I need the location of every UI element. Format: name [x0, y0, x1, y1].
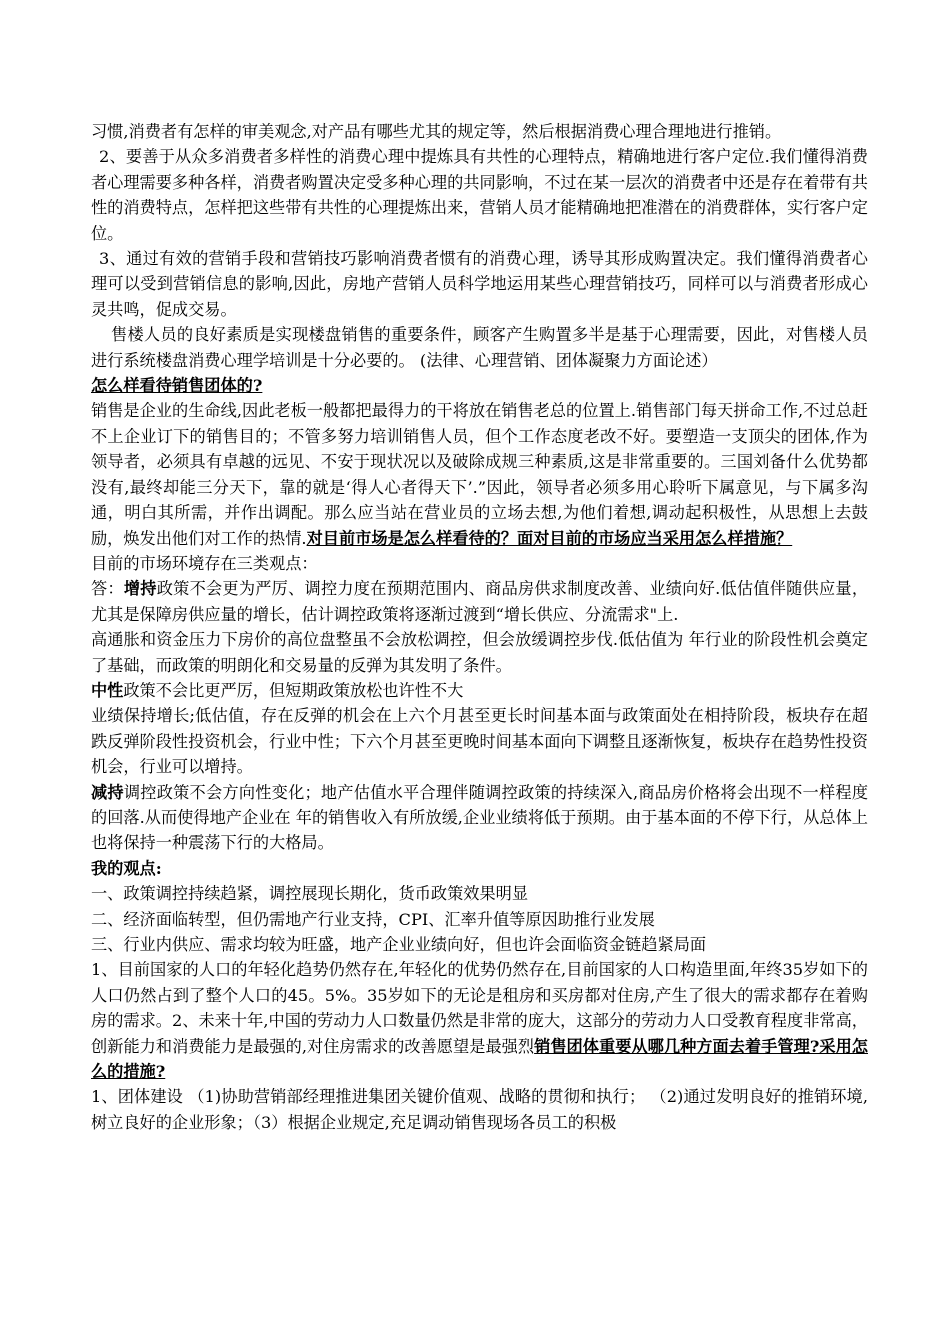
paragraph-11: [91, 780, 868, 856]
paragraph-2: 2、要善于从众多消费者多样性的消费心理中提炼具有共性的心理特点，精确地进行客户定位.我们懂得消费者心理需要多种各样，消费者购置决定受多种心理的共同影响，不过在某一层次的消费者中还是存在着带有共性的消费特点，怎样把这些带有共性的心理提炼出来，营销人员才能精确地把准潜在的消费群体，实行客户定位。: [91, 147, 868, 243]
paragraph-3: 3、通过有效的营销手段和营销技巧影响消费者惯有的消费心理，诱导其形成购置决定。我们懂得消费者心理可以受到营销信息的影响,因此，房地产营销人员科学地运用某些心理营销技巧，同样可以与消费者形成心灵共鸣，促成交易。: [91, 249, 868, 319]
view-increase-label: 增持: [123, 579, 157, 599]
paragraph-6: 目前的市场环境存在三类观点：: [91, 553, 318, 573]
paragraph-16-text: 1、目前国家的人口的年轻化趋势仍然存在,年轻化的优势仍然存在,目前国家的人口构造里面,年终35岁如下的人口仍然占到了整个人口的45。5%。35岁如下的无论是租房和买房都对住房,产生了很大的需求都存在着购房的需求。2、未来十年,中国的劳动力人口数量仍然是非常的庞大，这部分的劳动力人口受教育程度非常高，创新能力和消费能力是最强的,对住房需求的改善愿望是最强烈: [91, 960, 868, 1056]
view-point-1: 一、政策调控持续趋紧，调控展现长期化，货币政策效果明显: [91, 884, 529, 904]
paragraph-1: 习惯,消费者有怎样的审美观念,对产品有哪些尤其的规定等，然后根据消费心理合理地进行推销。: [91, 122, 782, 141]
answer-prefix: 答：: [91, 579, 124, 599]
view-increase-text: 政策不会更为严厉、调控力度在预期范围内、商品房供求制度改善、业绩向好.低估值伴随供应量，尤其是保障房供应量的增长，估计调控政策将逐渐过渡到“增长供应、分流需求"上.: [91, 579, 869, 624]
paragraph-4: 售楼人员的良好素质是实现楼盘销售的重要条件，顾客产生购置多半是基于心理需要，因此，对售楼人员进行系统楼盘消费心理学培训是十分必要的。 (法律、心理营销、团体凝聚力方面论述）: [91, 325, 868, 370]
paragraph-5: [91, 398, 868, 550]
paragraph-5-text: 销售是企业的生命线,因此老板一般都把最得力的干将放在销售老总的位置上.销售部门每天拼命工作,不过总赶不上企业订下的销售目的；不管多努力培训销售人员，但个工作态度老改不好。要塑造一支顶尖的团体,作为领导者，必须具有卓越的远见、不安于现状况以及破除成规三种素质,这是非常重要的。三国刘备什么优势都没有,最终却能三分天下，靠的就是‘得人心者得天下’.”因此，领导者必须多用心聆听下属意见，与下属多沟通，明白其所需，并作出调配。那么应当站在营业员的立场去想,为他们着想,调动起积极性，从思想上去鼓励，焕发出他们对工作的热情.: [91, 401, 868, 548]
view-point-3: 三、行业内供应、需求均较为旺盛，地产企业业绩向好，但也许会面临资金链趋紧局面: [91, 935, 707, 954]
section-heading-team: 怎么样看待销售团体的?: [91, 376, 263, 396]
section-heading-management: 销售团体重要从哪几种方面去着手管理?采用怎么的措施?: [91, 1036, 868, 1082]
paragraph-17: 1、团体建设 （1)协助营销部经理推进集团关键价值观、战略的贯彻和执行； （2)通过发明良好的推销环境,树立良好的企业形象；（3）根据企业规定,充足调动销售现场各员工的积极: [91, 1087, 868, 1132]
paragraph-16: [91, 957, 868, 1084]
paragraph-10: 业绩保持增长;低估值，存在反弹的机会在上六个月甚至更长时间基本面与政策面处在相持阶段，板块存在超跌反弹阶段性投资机会，行业中性；下六个月甚至更晚时间基本面向下调整且逐渐恢复，板块存在趋势性投资机会，行业可以增持。: [91, 706, 868, 777]
view-reduce-text: 调控政策不会方向性变化；地产估值水平合理伴随调控政策的持续深入,商品房价格将会出现不一样程度的回落.从而使得地产企业在 年的销售收入有所放缓,企业业绩将低于预期。由于基本面的不停下行，从总体上也将保持一种震荡下行的大格局。: [91, 782, 869, 853]
view-point-2: 二、经济面临转型，但仍需地产行业支持，CPI、汇率升值等原因助推行业发展: [91, 909, 655, 929]
paragraph-9: [91, 678, 868, 703]
my-view-heading: 我的观点:: [91, 858, 162, 878]
view-reduce-label: 减持: [91, 782, 124, 802]
view-neutral-text: 政策不会比更严厉，但短期政策放松也许性不大: [123, 680, 464, 700]
paragraph-8: 高通胀和资金压力下房价的高位盘整虽不会放松调控，但会放缓调控步伐.低估值为 年行业的阶段性机会奠定了基础，而政策的明朗化和交易量的反弹为其发明了条件。: [91, 630, 868, 675]
view-neutral-label: 中性: [91, 680, 124, 700]
paragraph-7: [91, 576, 868, 627]
section-heading-market: 对目前市场是怎么样看待的？面对目前的市场应当采用怎么样措施？: [306, 528, 793, 548]
